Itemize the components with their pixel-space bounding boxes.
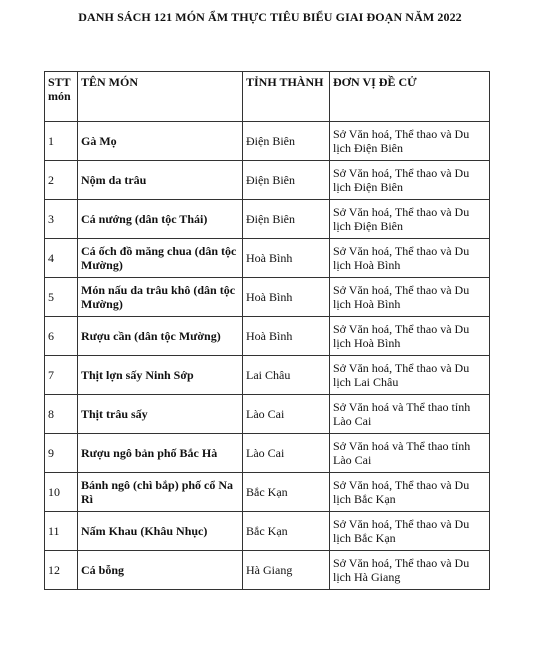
row-number: 4 — [45, 239, 78, 278]
table-row — [45, 356, 490, 395]
row-number: 8 — [45, 395, 78, 434]
province: Bắc Kạn — [243, 512, 330, 551]
nominating-unit: Sở Văn hoá, Thể thao và Du lịch Hoà Bình — [330, 317, 490, 356]
dish-name: Nấm Khau (Khâu Nhục) — [78, 512, 243, 551]
province: Hà Giang — [243, 551, 330, 590]
dish-name: Nộm da trâu — [78, 161, 243, 200]
row-number: 12 — [45, 551, 78, 590]
row-number: 2 — [45, 161, 78, 200]
nominating-unit: Sở Văn hoá, Thể thao và Du lịch Bắc Kạn — [330, 512, 490, 551]
dish-name: Cá ốch đồ măng chua (dân tộc Mường) — [78, 239, 243, 278]
dish-name: Gà Mọ — [78, 122, 243, 161]
dish-name: Cá bỗng — [78, 551, 243, 590]
table-row — [45, 122, 490, 161]
row-number: 6 — [45, 317, 78, 356]
province: Điện Biên — [243, 122, 330, 161]
nominating-unit: Sở Văn hoá, Thể thao và Du lịch Điện Biên — [330, 161, 490, 200]
province: Điện Biên — [243, 161, 330, 200]
dish-table — [44, 71, 490, 590]
nominating-unit: Sở Văn hoá, Thể thao và Du lịch Hoà Bình — [330, 239, 490, 278]
row-number: 11 — [45, 512, 78, 551]
province: Lào Cai — [243, 434, 330, 473]
column-header-province: TỈNH THÀNH — [243, 72, 330, 122]
dish-name: Món nấu da trâu khô (dân tộc Mường) — [78, 278, 243, 317]
table-row — [45, 395, 490, 434]
province: Bắc Kạn — [243, 473, 330, 512]
province: Hoà Bình — [243, 239, 330, 278]
nominating-unit: Sở Văn hoá và Thể thao tỉnh Lào Cai — [330, 395, 490, 434]
table-row — [45, 434, 490, 473]
province: Lai Châu — [243, 356, 330, 395]
province: Lào Cai — [243, 395, 330, 434]
table-row — [45, 551, 490, 590]
dish-name: Rượu ngô bản phố Bắc Hà — [78, 434, 243, 473]
row-number: 1 — [45, 122, 78, 161]
table-header-row — [45, 72, 490, 122]
row-number: 5 — [45, 278, 78, 317]
row-number: 9 — [45, 434, 78, 473]
province: Hoà Bình — [243, 317, 330, 356]
row-number: 3 — [45, 200, 78, 239]
nominating-unit: Sở Văn hoá, Thể thao và Du lịch Lai Châu — [330, 356, 490, 395]
column-header-nominating-unit: ĐƠN VỊ ĐỀ CỬ — [330, 72, 490, 122]
table-row — [45, 317, 490, 356]
nominating-unit: Sở Văn hoá, Thể thao và Du lịch Hà Giang — [330, 551, 490, 590]
row-number: 10 — [45, 473, 78, 512]
province: Điện Biên — [243, 200, 330, 239]
table-row — [45, 278, 490, 317]
row-number: 7 — [45, 356, 78, 395]
column-header-dish-name: TÊN MÓN — [78, 72, 243, 122]
table-row — [45, 161, 490, 200]
nominating-unit: Sở Văn hoá, Thể thao và Du lịch Hoà Bình — [330, 278, 490, 317]
dish-name: Thịt trâu sấy — [78, 395, 243, 434]
column-header-stt: STT món — [45, 72, 78, 122]
table-row — [45, 239, 490, 278]
dish-name: Bánh ngô (chì bắp) phố cổ Na Rì — [78, 473, 243, 512]
table-row — [45, 473, 490, 512]
document-title: DANH SÁCH 121 MÓN ẨM THỰC TIÊU BIỂU GIAI ĐOẠN NĂM 2022 — [78, 10, 462, 24]
nominating-unit: Sở Văn hoá, Thể thao và Du lịch Bắc Kạn — [330, 473, 490, 512]
nominating-unit: Sở Văn hoá và Thể thao tỉnh Lào Cai — [330, 434, 490, 473]
table-row — [45, 512, 490, 551]
province: Hoà Bình — [243, 278, 330, 317]
nominating-unit: Sở Văn hoá, Thể thao và Du lịch Điện Biên — [330, 122, 490, 161]
nominating-unit: Sở Văn hoá, Thể thao và Du lịch Điện Biên — [330, 200, 490, 239]
dish-name: Cá nướng (dân tộc Thái) — [78, 200, 243, 239]
dish-name: Thịt lợn sấy Ninh Sớp — [78, 356, 243, 395]
dish-name: Rượu cần (dân tộc Mường) — [78, 317, 243, 356]
table-row — [45, 200, 490, 239]
